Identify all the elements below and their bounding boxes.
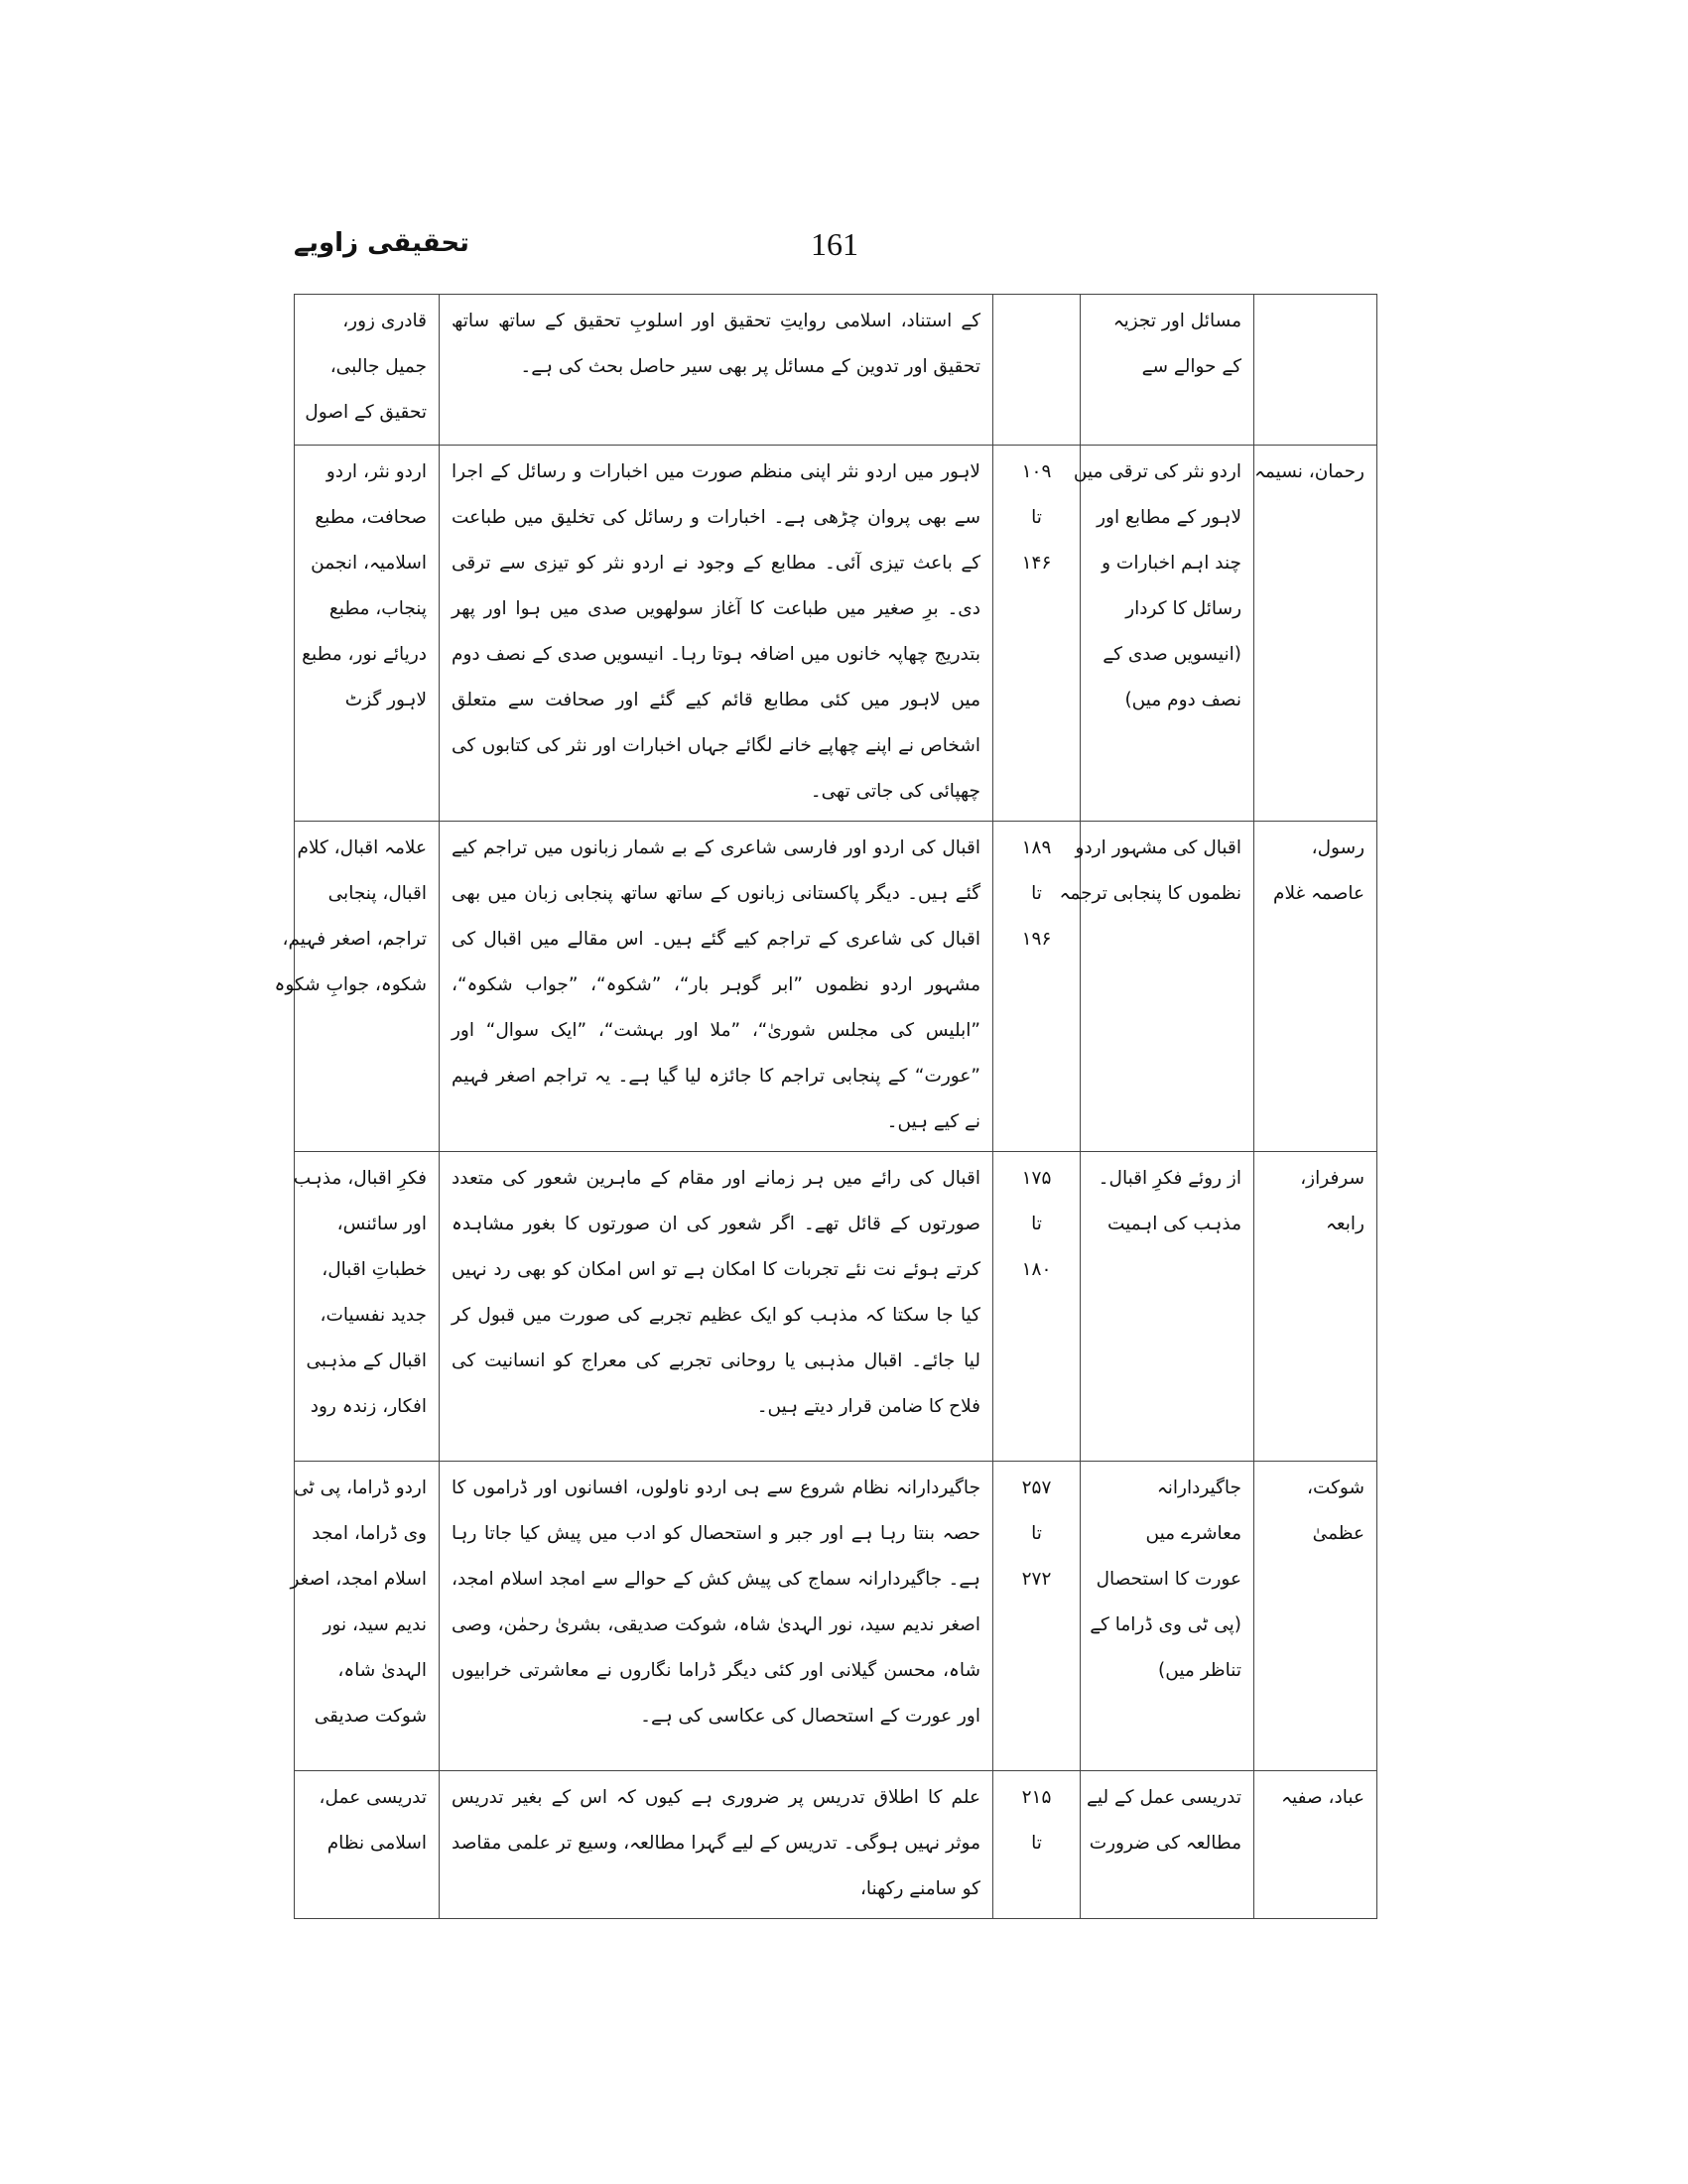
title-cell	[1081, 1462, 1254, 1771]
title-line: معاشرے میں	[1145, 1523, 1241, 1544]
pages-line: تا	[1031, 1833, 1042, 1854]
author-line: عباد، صفیہ	[1281, 1787, 1364, 1808]
author-line: عاصمہ غلام	[1273, 883, 1364, 904]
pages-line: ۲۷۲	[1021, 1569, 1052, 1590]
title-line: نظموں کا پنجابی ترجمہ	[1059, 883, 1241, 904]
keyword-line: اردو ڈراما، پی ٹی	[294, 1477, 427, 1498]
pages-line: تا	[1031, 1523, 1042, 1544]
abstract-text: اقبال کی رائے میں ہر زمانے اور مقام کے ماہرین شعور کی متعدد صورتوں کے قائل تھے۔ اگر شعور کی ان صورتوں کا بغور مشاہدہ کرتے ہوئے نت نئے تجربات کا امکان ہے تو اس امکان کو بھی رد نہیں کیا جا سکتا کہ مذہب کو ایک عظیم تجربے کی صورت میں قبول کر لیا جائے۔ اقبال مذہبی یا روحانی تجربے کی معراج کو انسانیت کی فلاح کا ضامن قرار دیتے ہیں۔	[452, 1168, 980, 1417]
table-row	[295, 446, 1377, 822]
keywords-cell	[295, 446, 440, 822]
author-line: سرفراز،	[1300, 1168, 1364, 1189]
abstract-cell	[440, 295, 993, 446]
author-line: رابعہ	[1326, 1214, 1364, 1234]
title-line: چند اہم اخبارات و	[1102, 553, 1241, 574]
keyword-line: اردو نثر، اردو	[325, 461, 427, 482]
title-line: جاگیردارانہ	[1156, 1477, 1241, 1498]
title-line: مذہب کی اہمیت	[1106, 1214, 1241, 1234]
table-row	[295, 295, 1377, 446]
author-cell	[1254, 1152, 1377, 1462]
pages-line: تا	[1031, 507, 1042, 528]
title-line: (پی ٹی وی ڈراما کے	[1090, 1614, 1241, 1635]
pages-cell	[993, 295, 1081, 446]
keyword-line: علامہ اقبال، کلام	[297, 837, 427, 858]
keyword-line: اسلام امجد، اصغر	[290, 1569, 427, 1590]
title-line: مطالعہ کی ضرورت	[1089, 1833, 1241, 1854]
articles-table	[274, 294, 1377, 1919]
keyword-line: افکار، زندہ رود	[310, 1396, 427, 1417]
author-cell	[1254, 1462, 1377, 1771]
keywords-cell	[295, 1771, 440, 1919]
abstract-text: لاہور میں اردو نثر اپنی منظم صورت میں اخبارات و رسائل کے اجرا سے بھی پروان چڑھی ہے۔ اخبارات و رسائل کی تخلیق میں طباعت کے باعث تیزی آئی۔ مطابع کے وجود نے اردو نثر کو تیزی سے ترقی دی۔ برِ صغیر میں طباعت کا آغاز سولھویں صدی میں ہوا اور پھر بتدریج چھاپہ خانوں میں اضافہ ہوتا رہا۔ انیسویں صدی کے نصف دوم میں لاہور میں کئی مطابع قائم کیے گئے اور صحافت سے متعلق اشخاص نے اپنے چھاپے خانے لگائے جہاں اخبارات اور نثر کی کتابوں کی چھپائی کی جاتی تھی۔	[452, 461, 980, 802]
table-row	[295, 1771, 1377, 1919]
keyword-line: دریائے نور، مطبع	[302, 644, 427, 665]
title-cell	[1081, 1771, 1254, 1919]
keyword-line: فکرِ اقبال، مذہب	[293, 1168, 427, 1189]
keywords-cell	[274, 822, 440, 1152]
keyword-line: پنجاب، مطبع	[328, 598, 427, 619]
author-cell	[1254, 446, 1377, 822]
table-row	[295, 1152, 1377, 1462]
keywords-cell	[295, 1152, 440, 1462]
keyword-line: تدریسی عمل،	[319, 1787, 427, 1808]
keyword-line: جمیل جالبی،	[329, 356, 427, 377]
pages-cell	[993, 1771, 1081, 1919]
pages-line: تا	[1031, 883, 1042, 904]
title-line: از روئے فکرِ اقبال۔	[1098, 1168, 1241, 1189]
pages-line: تا	[1031, 1214, 1042, 1234]
keyword-line: شوکت صدیقی	[314, 1706, 427, 1727]
title-cell	[1081, 1152, 1254, 1462]
author-cell	[1254, 295, 1377, 446]
pages-cell	[993, 1462, 1081, 1771]
keyword-line: اقبال کے مذہبی	[306, 1350, 427, 1371]
keyword-line: خطباتِ اقبال،	[322, 1259, 427, 1280]
abstract-text: اقبال کی اردو اور فارسی شاعری کے بے شمار زبانوں میں تراجم کیے گئے ہیں۔ دیگر پاکستانی زبانوں کے ساتھ ساتھ پنجابی زبان میں بھی اقبال کی شاعری کے تراجم کیے گئے ہیں۔ اس مقالے میں اقبال کی مشہور اردو نظموں ”ابر گوہر بار“، ”شکوہ“، ”جواب شکوہ“، ”ابلیس کی مجلس شوریٰ“، ”ملا اور بہشت“، ”ایک سوال“ اور ”عورت“ کے پنجابی تراجم کا جائزہ لیا گیا ہے۔ یہ تراجم اصغر فہیم نے کیے ہیں۔	[452, 837, 980, 1132]
abstract-cell	[440, 1152, 993, 1462]
title-line: کے حوالے سے	[1141, 356, 1241, 377]
author-cell	[1254, 822, 1377, 1152]
title-line: تناظر میں)	[1158, 1660, 1241, 1681]
page-header	[294, 226, 1375, 276]
keyword-line: شکوہ، جوابِ شکوہ	[274, 974, 427, 995]
pages-line: ۱۸۹	[1021, 837, 1052, 858]
pages-cell	[993, 446, 1081, 822]
abstract-cell	[440, 446, 993, 822]
title-line: اردو نثر کی ترقی میں	[1073, 461, 1241, 482]
pages-cell	[993, 1152, 1081, 1462]
keyword-line: اقبال، پنجابی	[327, 883, 427, 904]
abstract-cell	[440, 1771, 993, 1919]
page-number: 161	[811, 226, 858, 262]
title-line: رسائل کا کردار	[1125, 598, 1241, 619]
keyword-line: اسلامی نظام	[326, 1833, 427, 1854]
pages-line: ۱۹۶	[1021, 929, 1052, 950]
pages-line: ۲۵۷	[1021, 1477, 1052, 1498]
keyword-line: تحقیق کے اصول	[305, 402, 427, 423]
title-cell	[1059, 822, 1254, 1152]
pages-line: ۲۱۵	[1021, 1787, 1052, 1808]
author-cell	[1254, 1771, 1377, 1919]
keyword-line: الہدیٰ شاہ،	[337, 1660, 427, 1681]
abstract-text: جاگیردارانہ نظام شروع سے ہی اردو ناولوں، افسانوں اور ڈراموں کا حصہ بنتا رہا ہے اور جبر و استحصال کو ادب میں پیش کیا جاتا رہا ہے۔ جاگیردارانہ سماج کی پیش کش کے حوالے سے امجد اسلام امجد، اصغر ندیم سید، نور الہدیٰ شاہ، شوکت صدیقی، بشریٰ رحمٰن، وصی شاہ، محسن گیلانی اور کئی دیگر ڈراما نگاروں نے معاشرتی خرابیوں اور عورت کے استحصال کی عکاسی کی ہے۔	[452, 1477, 980, 1727]
table-row	[295, 822, 1377, 1152]
author-line: شوکت،	[1306, 1477, 1364, 1498]
keyword-line: اور سائنس،	[336, 1214, 427, 1234]
title-line: عورت کا استحصال	[1096, 1569, 1241, 1590]
pages-line: ۱۸۰	[1021, 1259, 1052, 1280]
abstract-cell	[440, 822, 993, 1152]
articles-table-body	[274, 295, 1377, 1919]
keywords-cell	[290, 1462, 440, 1771]
keyword-line: ندیم سید، نور	[323, 1614, 427, 1635]
title-cell	[1073, 446, 1254, 822]
keyword-line: اسلامیہ، انجمن	[311, 553, 427, 574]
author-line: عظمیٰ	[1312, 1523, 1364, 1544]
title-line: (انیسویں صدی کے	[1103, 644, 1241, 665]
table-row	[295, 1462, 1377, 1771]
author-line: رحمان، نسیمہ	[1254, 461, 1364, 482]
author-line: رسول،	[1311, 837, 1364, 858]
abstract-text: کے استناد، اسلامی روایتِ تحقیق اور اسلوبِ تحقیق کے ساتھ ساتھ تحقیق اور تدوین کے مسائل پر بھی سیر حاصل بحث کی ہے۔	[452, 311, 980, 377]
keyword-line: وی ڈراما، امجد	[312, 1523, 427, 1544]
keyword-line: تراجم، اصغر فہیم،	[282, 929, 427, 950]
keyword-line: صحافت، مطبع	[315, 507, 427, 528]
abstract-cell	[440, 1462, 993, 1771]
title-line: مسائل اور تجزیہ	[1112, 311, 1241, 331]
title-line: نصف دوم میں)	[1124, 690, 1241, 710]
pages-line: ۱۷۵	[1021, 1168, 1052, 1189]
pages-line: ۱۴۶	[1021, 553, 1052, 574]
keyword-line: قادری زور،	[342, 311, 427, 331]
title-line: لاہور کے مطابع اور	[1097, 507, 1241, 528]
abstract-text: علم کا اطلاق تدریس پر ضروری ہے کیوں کہ اس کے بغیر تدریس موثر نہیں ہوگی۔ تدریس کے لیے گہرا مطالعہ، وسیع تر علمی مقاصد کو سامنے رکھنا،	[452, 1787, 980, 1899]
title-cell	[1081, 295, 1254, 446]
title-line: تدریسی عمل کے لیے	[1087, 1787, 1241, 1808]
title-line: اقبال کی مشہور اردو	[1075, 837, 1241, 858]
pages-line: ۱۰۹	[1021, 461, 1052, 482]
keywords-cell	[295, 295, 440, 446]
keyword-line: جدید نفسیات،	[320, 1305, 427, 1326]
keyword-line: لاہور گزٹ	[344, 690, 427, 710]
journal-title: تحقیقی زاویے	[294, 228, 469, 258]
